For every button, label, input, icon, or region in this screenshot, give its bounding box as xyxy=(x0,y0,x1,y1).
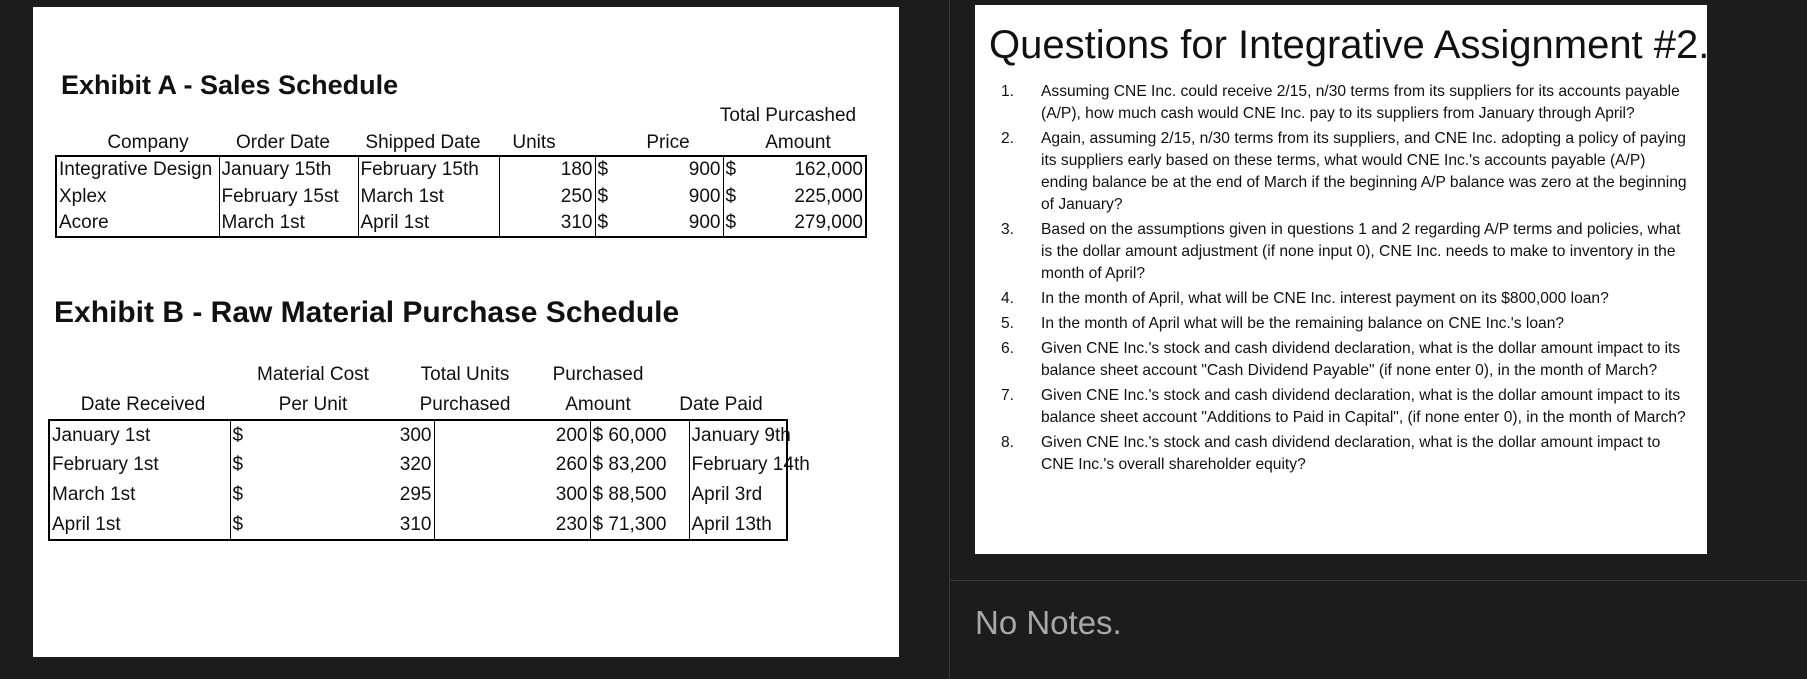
exhibit-a-row xyxy=(56,210,866,237)
question-text: Given CNE Inc.'s stock and cash dividend declaration, what is the dollar amount impact to its balance sheet account "Cash Dividend Payable" (if none enter 0), in the month of March? xyxy=(1041,340,1681,379)
units-purchased-cell: 230 xyxy=(434,510,590,540)
price-cell: 900 xyxy=(611,210,723,237)
total-currency-cell: $ xyxy=(723,210,741,237)
price-cell: 900 xyxy=(611,156,723,183)
notes-divider[interactable] xyxy=(950,580,1807,581)
exhibit-b-header-purchased-line1: Purchased xyxy=(552,364,644,385)
date-received-cell: February 1st xyxy=(49,450,230,480)
question-item xyxy=(975,288,1707,310)
question-item xyxy=(975,385,1707,429)
exhibit-b-header-purchased-line2: Amount xyxy=(565,394,631,415)
total-cell: 225,000 xyxy=(741,183,866,210)
exhibit-a-header-total-line1: Total Purcashed xyxy=(719,105,857,126)
date-paid-cell: April 13th xyxy=(689,510,787,540)
order-date-cell: February 15st xyxy=(219,183,358,210)
exhibit-b-header-total-units-line2: Purchased xyxy=(419,394,511,415)
units-purchased-cell: 300 xyxy=(434,480,590,510)
price-currency-cell: $ xyxy=(595,183,611,210)
exhibit-b-row xyxy=(49,480,787,510)
exhibit-b-row xyxy=(49,420,787,450)
exhibit-b-header-total-units-line1: Total Units xyxy=(420,364,510,385)
cost-currency-cell: $ xyxy=(230,420,280,450)
exhibit-b-row xyxy=(49,450,787,480)
price-cell: 900 xyxy=(611,183,723,210)
total-cell: 279,000 xyxy=(741,210,866,237)
purchased-amount-cell: $ 71,300 xyxy=(590,510,689,540)
exhibit-a-table xyxy=(55,155,867,238)
purchased-amount-cell: $ 60,000 xyxy=(590,420,689,450)
question-number: 2. xyxy=(1001,130,1015,147)
questions-title: Questions for Integrative Assignment #2. xyxy=(989,23,1710,67)
total-cell: 162,000 xyxy=(741,156,866,183)
exhibit-a-header-units: Units xyxy=(512,132,556,153)
question-item xyxy=(975,219,1707,285)
cost-cell: 295 xyxy=(280,480,434,510)
exhibit-b-header-date-paid: Date Paid xyxy=(679,394,763,415)
question-number: 5. xyxy=(1001,315,1015,332)
cost-cell: 300 xyxy=(280,420,434,450)
exhibit-b-header-material-cost-line1: Material Cost xyxy=(257,364,369,385)
order-date-cell: March 1st xyxy=(219,210,358,237)
units-purchased-cell: 200 xyxy=(434,420,590,450)
units-cell: 180 xyxy=(499,156,595,183)
pane-divider-vertical[interactable] xyxy=(949,0,950,679)
cost-cell: 310 xyxy=(280,510,434,540)
cost-currency-cell: $ xyxy=(230,510,280,540)
question-number: 8. xyxy=(1001,434,1015,451)
exhibit-b-table xyxy=(48,419,810,541)
exhibit-b-title: Exhibit B - Raw Material Purchase Schedule xyxy=(54,296,680,329)
question-text: In the month of April, what will be CNE Inc. interest payment on its $800,000 loan? xyxy=(1041,290,1609,307)
units-cell: 310 xyxy=(499,210,595,237)
question-item xyxy=(975,81,1707,125)
question-text: Based on the assumptions given in questions 1 and 2 regarding A/P terms and policies, what is the dollar amount adjustment (if none input 0), CNE Inc. needs to make to inventory in the month of April? xyxy=(1041,221,1681,282)
slide-canvas xyxy=(33,7,899,657)
company-cell: Integrative Design xyxy=(56,156,219,183)
shipped-date-cell: April 1st xyxy=(358,210,499,237)
cost-cell: 320 xyxy=(280,450,434,480)
question-text: Given CNE Inc.'s stock and cash dividend declaration, what is the dollar amount impact to CNE Inc.'s overall shareholder equity? xyxy=(1041,434,1661,473)
price-currency-cell: $ xyxy=(595,156,611,183)
question-number: 4. xyxy=(1001,290,1015,307)
date-received-cell: April 1st xyxy=(49,510,230,540)
units-cell: 250 xyxy=(499,183,595,210)
order-date-cell: January 15th xyxy=(219,156,358,183)
date-paid-cell: January 9th xyxy=(689,420,787,450)
exhibit-a-row xyxy=(56,156,866,183)
question-number: 6. xyxy=(1001,340,1015,357)
question-item xyxy=(975,432,1707,476)
company-cell: Acore xyxy=(56,210,219,237)
question-item xyxy=(975,338,1707,382)
exhibit-b-header-material-cost-line2: Per Unit xyxy=(278,394,348,415)
questions-list xyxy=(975,81,1707,479)
total-currency-cell: $ xyxy=(723,183,741,210)
exhibit-a-header-total-line2: Amount xyxy=(765,132,831,153)
company-cell: Xplex xyxy=(56,183,219,210)
units-purchased-cell: 260 xyxy=(434,450,590,480)
question-text: Again, assuming 2/15, n/30 terms from its suppliers, and CNE Inc. adopting a policy of paying its suppliers early based on these terms, what would CNE Inc.'s accounts payable (A/P) ending balance be at the end of March if the beginning A/P balance was zero at the beginning of January? xyxy=(1041,130,1687,213)
question-text: Assuming CNE Inc. could receive 2/15, n/30 terms from its suppliers for its accounts payable (A/P), how much cash would CNE Inc. pay to its suppliers from January through April? xyxy=(1041,83,1680,122)
question-text: Given CNE Inc.'s stock and cash dividend declaration, what is the dollar amount impact to its balance sheet account "Additions to Paid in Capital", (if none enter 0), in the month of March? xyxy=(1041,387,1686,426)
question-number: 7. xyxy=(1001,387,1015,404)
date-received-cell: March 1st xyxy=(49,480,230,510)
total-currency-cell: $ xyxy=(723,156,741,183)
questions-panel xyxy=(975,5,1710,554)
exhibit-a-header-order-date: Order Date xyxy=(236,132,330,153)
question-item xyxy=(975,313,1707,335)
shipped-date-cell: February 15th xyxy=(358,156,499,183)
exhibit-a-header-shipped-date: Shipped Date xyxy=(365,132,481,153)
exhibit-a-header-company: Company xyxy=(107,132,189,153)
exhibit-a-title: Exhibit A - Sales Schedule xyxy=(61,70,399,100)
date-paid-cell: April 3rd xyxy=(689,480,787,510)
purchased-amount-cell: $ 83,200 xyxy=(590,450,689,480)
question-text: In the month of April what will be the remaining balance on CNE Inc.'s loan? xyxy=(1041,315,1565,332)
exhibit-a-row xyxy=(56,183,866,210)
question-number: 3. xyxy=(1001,221,1015,238)
question-item xyxy=(975,128,1707,216)
shipped-date-cell: March 1st xyxy=(358,183,499,210)
exhibit-a-header-price: Price xyxy=(646,132,690,153)
date-paid-cell: February 14th xyxy=(689,450,787,480)
date-received-cell: January 1st xyxy=(49,420,230,450)
cost-currency-cell: $ xyxy=(230,450,280,480)
exhibit-b-row xyxy=(49,510,787,540)
cost-currency-cell: $ xyxy=(230,480,280,510)
price-currency-cell: $ xyxy=(595,210,611,237)
notes-text: No Notes. xyxy=(975,604,1122,641)
purchased-amount-cell: $ 88,500 xyxy=(590,480,689,510)
question-number: 1. xyxy=(1001,83,1015,100)
exhibit-b-header-date-received: Date Received xyxy=(80,394,206,415)
